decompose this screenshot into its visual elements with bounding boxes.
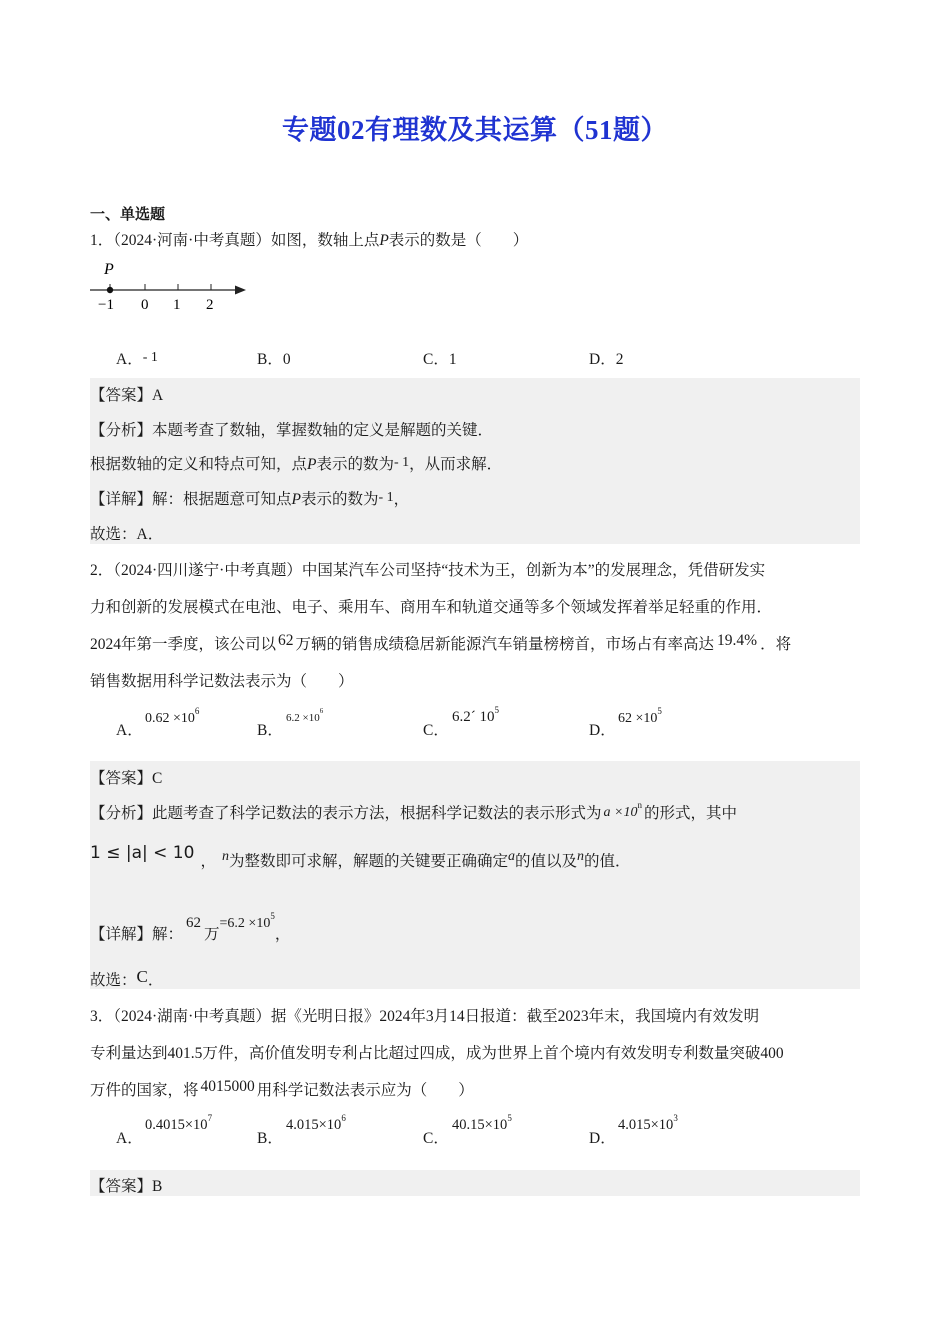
q3-answer: 【答案】B — [90, 1178, 163, 1195]
q3-answer-box — [90, 1170, 860, 1196]
q3-option-b-label[interactable]: B． — [257, 1130, 283, 1147]
q2-option-c-value[interactable]: 6.2´ $10^5$ — [452, 705, 499, 725]
section-heading: 一、单选题 — [90, 207, 166, 223]
q3-option-d-label[interactable]: D． — [589, 1130, 616, 1147]
q3-option-c-value[interactable]: $40.15\times 10^5$ — [452, 1113, 512, 1133]
point-p-label: P — [104, 261, 114, 278]
q3-option-c-label[interactable]: C． — [423, 1130, 449, 1147]
q2-analysis: 【分析】此题考查了科学记数法的表示方法，根据科学记数法的表示形式为 $a \times 10^n$ 的形式，其中 — [90, 800, 737, 822]
q2-option-c-label[interactable]: C． — [423, 722, 449, 739]
q3-stem-line: 3．（2024·湖南·中考真题）据《光明日报》2024年3月14日报道：截至2023年末，我国境内有效发明 — [90, 1008, 760, 1025]
q2-answer-box — [90, 761, 860, 989]
q3-option-b-value[interactable]: $4.015\times 10^6$ — [286, 1113, 346, 1133]
q2-detail: 【详解】解：62万$=6.2 \times 10^5$， — [90, 911, 291, 943]
q2-answer: 【答案】C — [90, 770, 163, 787]
q1-analysis-detail: 根据数轴的定义和特点可知，点P表示的数为- 1，从而求解． — [90, 455, 503, 473]
q2-stem-line: 2024年第一季度，该公司以 62 万辆的销售成绩稳居新能源汽车销量榜榜首，市场占有率高达 19.4% ．将 — [90, 632, 792, 653]
q2-stem-line: 2．（2024·四川遂宁·中考真题）中国某汽车公司坚持“技术为王，创新为本”的发展理念，凭借研发实 — [90, 562, 766, 579]
q1-option-d[interactable]: D．2 — [589, 351, 624, 368]
q2-option-b-label[interactable]: B． — [257, 722, 283, 739]
q1-choice: 故选：A． — [90, 526, 164, 543]
q3-stem-line: 专利量达到401.5万件，高价值发明专利占比超过四成，成为世界上首个境内有效发明专利数量突破400 — [90, 1045, 784, 1062]
q1-option-b[interactable]: B．0 — [257, 351, 291, 368]
q2-option-a-label[interactable]: A． — [116, 722, 143, 739]
q1-answer: 【答案】A — [90, 387, 164, 404]
q2-choice: 故选：C． — [90, 967, 164, 989]
q2-stem-line: 销售数据用科学记数法表示为（ ） — [90, 673, 354, 690]
q3-stem-line: 万件的国家，将 4015000 用科学记数法表示应为（ ） — [90, 1078, 474, 1099]
q2-option-d-label[interactable]: D． — [589, 722, 616, 739]
q1-stem: 1．（2024·河南·中考真题）如图，数轴上点P表示的数是（ ） — [90, 232, 529, 249]
q1-option-a[interactable]: A．- 1 — [116, 350, 158, 368]
tick-label: 0 — [141, 297, 149, 313]
page-title: 专题02有理数及其运算（51题） — [282, 115, 668, 145]
q3-option-a-value[interactable]: $0.4015\times 10^7$ — [145, 1113, 213, 1133]
number-line-arrow — [235, 286, 246, 295]
q2-option-a-value[interactable]: $0.62 \times 10^6$ — [145, 706, 200, 726]
q2-analysis-condition: 1 ≤ |a| < 10 ， n为整数即可求解，解题的关键要正确确定a的值以及n的值． — [90, 843, 631, 870]
number-line-figure — [90, 258, 260, 318]
q1-option-c[interactable]: C．1 — [423, 351, 457, 368]
q3-option-d-value[interactable]: $4.015\times 10^3$ — [618, 1113, 678, 1133]
q1-analysis: 【分析】本题考查了数轴，掌握数轴的定义是解题的关键． — [90, 422, 494, 439]
tick-label: −1 — [98, 297, 114, 313]
q2-option-b-value[interactable]: $6.2 \times 10^6$ — [286, 707, 324, 724]
q1-detail: 【详解】解：根据题意可知点P表示的数为- 1， — [90, 490, 410, 508]
q2-stem-line: 力和创新的发展模式在电池、电子、乘用车、商用车和轨道交通等多个领域发挥着举足轻重的作用． — [90, 599, 773, 616]
q3-option-a-label[interactable]: A． — [116, 1130, 143, 1147]
q2-option-d-value[interactable]: $62 \times 10^5$ — [618, 706, 662, 726]
tick-label: 2 — [206, 297, 214, 313]
point-p-dot — [107, 287, 113, 293]
tick-label: 1 — [173, 297, 181, 313]
